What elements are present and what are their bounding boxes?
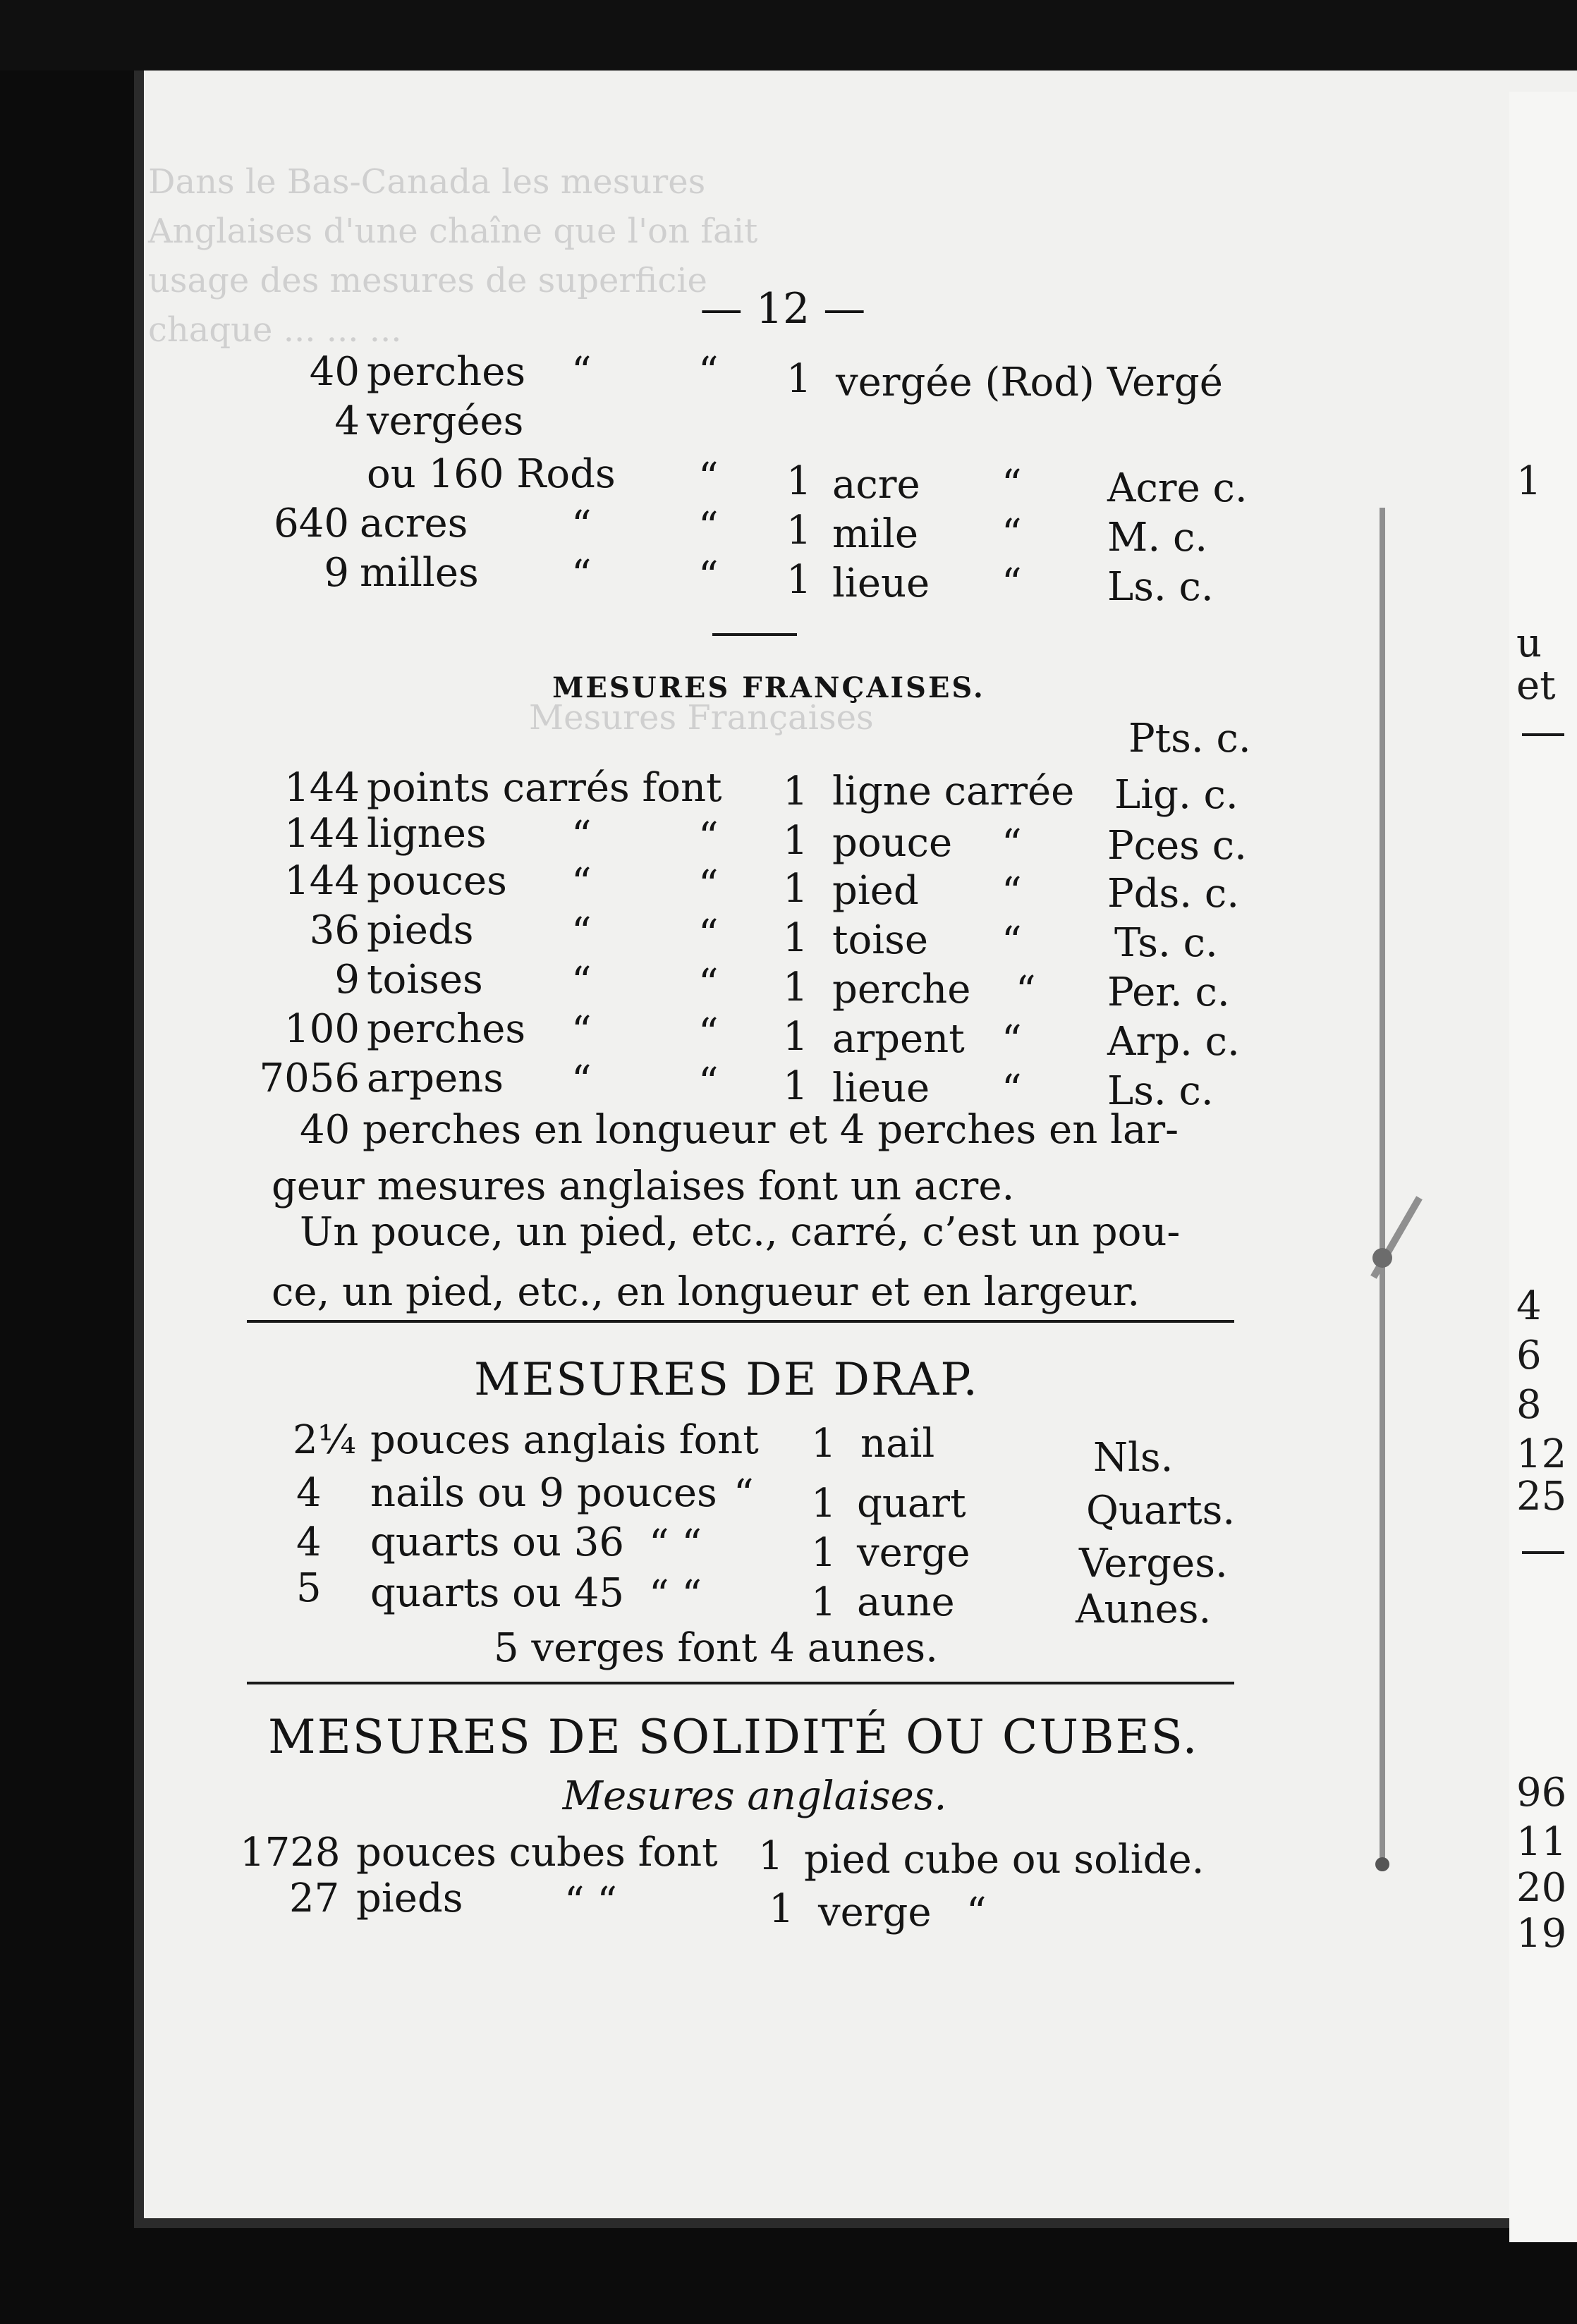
ditto-mark: “ xyxy=(698,1010,719,1056)
quantity: 144 xyxy=(284,858,360,904)
ditto-mark: “ “ xyxy=(564,1879,618,1925)
unit: ou 160 Rods xyxy=(367,451,616,497)
unit: nails ou 9 pouces xyxy=(370,1470,717,1516)
adjacent-fragment: 1 xyxy=(1516,458,1542,504)
adjacent-fragment: u xyxy=(1516,620,1542,666)
result-unit: arpent xyxy=(832,1016,965,1062)
adjacent-fragment: 20 xyxy=(1516,1865,1567,1911)
unit: pouces anglais font xyxy=(370,1417,759,1463)
result-unit: lieue xyxy=(832,1065,930,1111)
ditto-mark: “ xyxy=(698,862,719,908)
ditto-mark: “ xyxy=(571,503,592,549)
result-unit: lieue xyxy=(832,561,930,606)
note-paragraph: 5 verges font 4 aunes. xyxy=(494,1625,938,1671)
abbreviation: Ls. c. xyxy=(1107,1068,1214,1114)
result-unit: pouce xyxy=(832,820,953,866)
ditto-mark: “ xyxy=(698,504,719,550)
scan-border xyxy=(0,0,1577,71)
unit: quarts ou 45 xyxy=(370,1570,624,1616)
ditto-mark: “ xyxy=(698,912,719,958)
count: 1 xyxy=(811,1481,836,1527)
abbreviation: Quarts. xyxy=(1086,1488,1236,1534)
count: 1 xyxy=(811,1530,836,1576)
adjacent-fragment: et xyxy=(1516,663,1556,709)
unit: lignes xyxy=(367,811,487,857)
abbreviation: Pds. c. xyxy=(1107,871,1240,917)
ditto-mark: “ xyxy=(698,814,719,860)
abbreviation: Pts. c. xyxy=(1128,716,1251,762)
count: 1 xyxy=(783,818,808,864)
note-paragraph: Un pouce, un pied, etc., carré, c’est un pou- xyxy=(300,1209,1181,1255)
ditto-mark: “ xyxy=(1001,511,1022,557)
quantity: 36 xyxy=(309,907,360,953)
result-unit: perche xyxy=(832,967,971,1013)
binding-string xyxy=(1380,508,1385,1869)
result-unit: verge xyxy=(857,1530,970,1576)
unit: pouces cubes font xyxy=(356,1830,718,1876)
adjacent-fragment: 6 xyxy=(1516,1333,1542,1378)
ditto-mark: “ xyxy=(571,813,592,859)
abbreviation: Arp. c. xyxy=(1107,1019,1240,1065)
quantity: 100 xyxy=(284,1006,360,1052)
count: 1 xyxy=(783,1014,808,1060)
count: 1 xyxy=(811,1421,836,1467)
abbreviation: M. c. xyxy=(1107,515,1208,561)
short-divider xyxy=(712,633,797,636)
ditto-mark: “ xyxy=(1001,919,1022,965)
quantity: 2¼ xyxy=(293,1417,356,1463)
quantity: 5 xyxy=(296,1565,322,1611)
unit: pieds xyxy=(356,1876,463,1921)
unit: arpens xyxy=(367,1056,504,1101)
result-unit: nail xyxy=(860,1421,935,1467)
result-unit: mile xyxy=(832,511,919,557)
result-unit: verge xyxy=(818,1890,932,1935)
section-heading-french: MESURES FRANÇAISES. xyxy=(552,671,985,704)
adjacent-fragment: 19 xyxy=(1516,1911,1567,1957)
ditto-mark: “ xyxy=(698,554,719,599)
ditto-mark: “ xyxy=(571,552,592,598)
ditto-mark: “ xyxy=(571,910,592,955)
subheading: Mesures anglaises. xyxy=(562,1773,947,1819)
count: 1 xyxy=(783,965,808,1010)
count: 1 xyxy=(786,356,812,402)
abbreviation: Pces c. xyxy=(1107,823,1247,869)
count: 1 xyxy=(786,557,812,603)
unit: points carrés font xyxy=(367,765,722,811)
result-unit: pied xyxy=(832,868,919,914)
note-paragraph: geur mesures anglaises font un acre. xyxy=(272,1163,1015,1209)
ditto-mark: “ xyxy=(698,1060,719,1106)
quantity: 7056 xyxy=(259,1056,360,1101)
ditto-mark: “ xyxy=(698,961,719,1007)
unit: pouces xyxy=(367,858,507,904)
count: 1 xyxy=(783,866,808,912)
quantity: 144 xyxy=(284,765,360,811)
result-unit: toise xyxy=(832,917,929,963)
adjacent-fragment: 8 xyxy=(1516,1382,1542,1428)
unit: quarts ou 36 xyxy=(370,1519,624,1565)
quantity: 27 xyxy=(289,1876,340,1921)
quantity: 144 xyxy=(284,811,360,857)
count: 1 xyxy=(783,915,808,961)
ditto-mark: “ xyxy=(571,349,592,395)
count: 1 xyxy=(758,1833,784,1879)
page-number: — 12 — xyxy=(700,284,866,334)
quantity: 9 xyxy=(324,550,349,596)
unit: pieds xyxy=(367,907,474,953)
section-divider xyxy=(247,1682,1234,1684)
ditto-mark: “ xyxy=(571,1058,592,1103)
abbreviation: Ls. c. xyxy=(1107,564,1214,610)
count: 1 xyxy=(783,1063,808,1109)
bleed-line: Mesures Françaises xyxy=(529,698,874,738)
adjacent-dash xyxy=(1522,733,1564,736)
ditto-mark: “ “ xyxy=(649,1522,702,1567)
unit: vergées xyxy=(367,398,524,444)
adjacent-fragment: 11 xyxy=(1516,1819,1567,1865)
quantity: 640 xyxy=(274,501,349,546)
unit: toises xyxy=(367,957,483,1003)
section-heading-drap: MESURES DE DRAP. xyxy=(474,1354,979,1406)
unit: perches xyxy=(367,1006,526,1052)
abbreviation: Per. c. xyxy=(1107,970,1230,1015)
ditto-mark: “ xyxy=(1001,1067,1022,1113)
result-unit: aune xyxy=(857,1579,955,1625)
ditto-mark: “ “ xyxy=(649,1572,702,1618)
quantity: 40 xyxy=(309,349,360,395)
ditto-mark: “ xyxy=(1001,821,1022,867)
unit: milles xyxy=(360,550,479,596)
quantity: 4 xyxy=(296,1470,322,1516)
ditto-mark: “ xyxy=(1001,462,1022,508)
adjacent-fragment: 4 xyxy=(1516,1283,1542,1329)
ditto-mark: “ xyxy=(571,1008,592,1054)
result-unit: quart xyxy=(857,1481,966,1527)
ditto-mark: “ xyxy=(571,860,592,906)
quantity: 9 xyxy=(334,957,360,1003)
note-paragraph: ce, un pied, etc., en longueur et en largeur. xyxy=(272,1269,1140,1315)
bleed-line: Anglaises d'une chaîne que l'on fait xyxy=(148,212,758,251)
abbreviation: Acre c. xyxy=(1107,465,1248,511)
quantity: 4 xyxy=(334,398,360,444)
note-paragraph: 40 perches en longueur et 4 perches en lar- xyxy=(300,1107,1179,1153)
result-unit: pied cube ou solide. xyxy=(804,1837,1205,1883)
result-unit: vergée (Rod) Vergé xyxy=(836,360,1223,405)
count: 1 xyxy=(786,508,812,554)
count: 1 xyxy=(786,458,812,504)
count: 1 xyxy=(811,1579,836,1625)
abbreviation: Nls. xyxy=(1093,1435,1174,1481)
adjacent-fragment: 25 xyxy=(1516,1474,1567,1519)
binding-string-end xyxy=(1375,1857,1389,1871)
ditto-mark: “ xyxy=(1001,869,1022,915)
bleed-line: Dans le Bas-Canada les mesures xyxy=(148,162,706,202)
count: 1 xyxy=(769,1886,794,1932)
adjacent-dash xyxy=(1522,1551,1564,1554)
quantity: 1728 xyxy=(240,1830,341,1876)
ditto-mark: “ xyxy=(733,1472,754,1517)
ditto-mark: “ xyxy=(1001,1017,1022,1063)
section-heading-solidite: MESURES DE SOLIDITÉ OU CUBES. xyxy=(268,1710,1199,1764)
section-divider xyxy=(247,1320,1234,1323)
ditto-mark: “ xyxy=(698,349,719,395)
adjacent-page xyxy=(1509,92,1577,2242)
ditto-mark: “ xyxy=(1001,561,1022,606)
binding-knot xyxy=(1372,1248,1392,1268)
abbreviation: Aunes. xyxy=(1076,1586,1212,1632)
bleed-line: usage des mesures de superficie xyxy=(148,261,707,300)
ditto-mark: “ xyxy=(698,455,719,501)
adjacent-fragment: 12 xyxy=(1516,1431,1567,1477)
abbreviation: Verges. xyxy=(1079,1541,1228,1586)
ditto-mark: “ xyxy=(966,1890,987,1935)
ditto-mark: “ xyxy=(1016,968,1036,1014)
abbreviation: Lig. c. xyxy=(1114,772,1238,818)
abbreviation: Ts. c. xyxy=(1114,920,1218,966)
result-unit: ligne carrée xyxy=(832,769,1075,814)
result-unit: acre xyxy=(832,462,920,508)
unit: perches xyxy=(367,349,526,395)
ditto-mark: “ xyxy=(571,959,592,1005)
unit: acres xyxy=(360,501,468,546)
adjacent-fragment: 96 xyxy=(1516,1770,1567,1816)
quantity: 4 xyxy=(296,1519,322,1565)
bleed-line: chaque ... ... ... xyxy=(148,310,402,350)
count: 1 xyxy=(783,769,808,814)
